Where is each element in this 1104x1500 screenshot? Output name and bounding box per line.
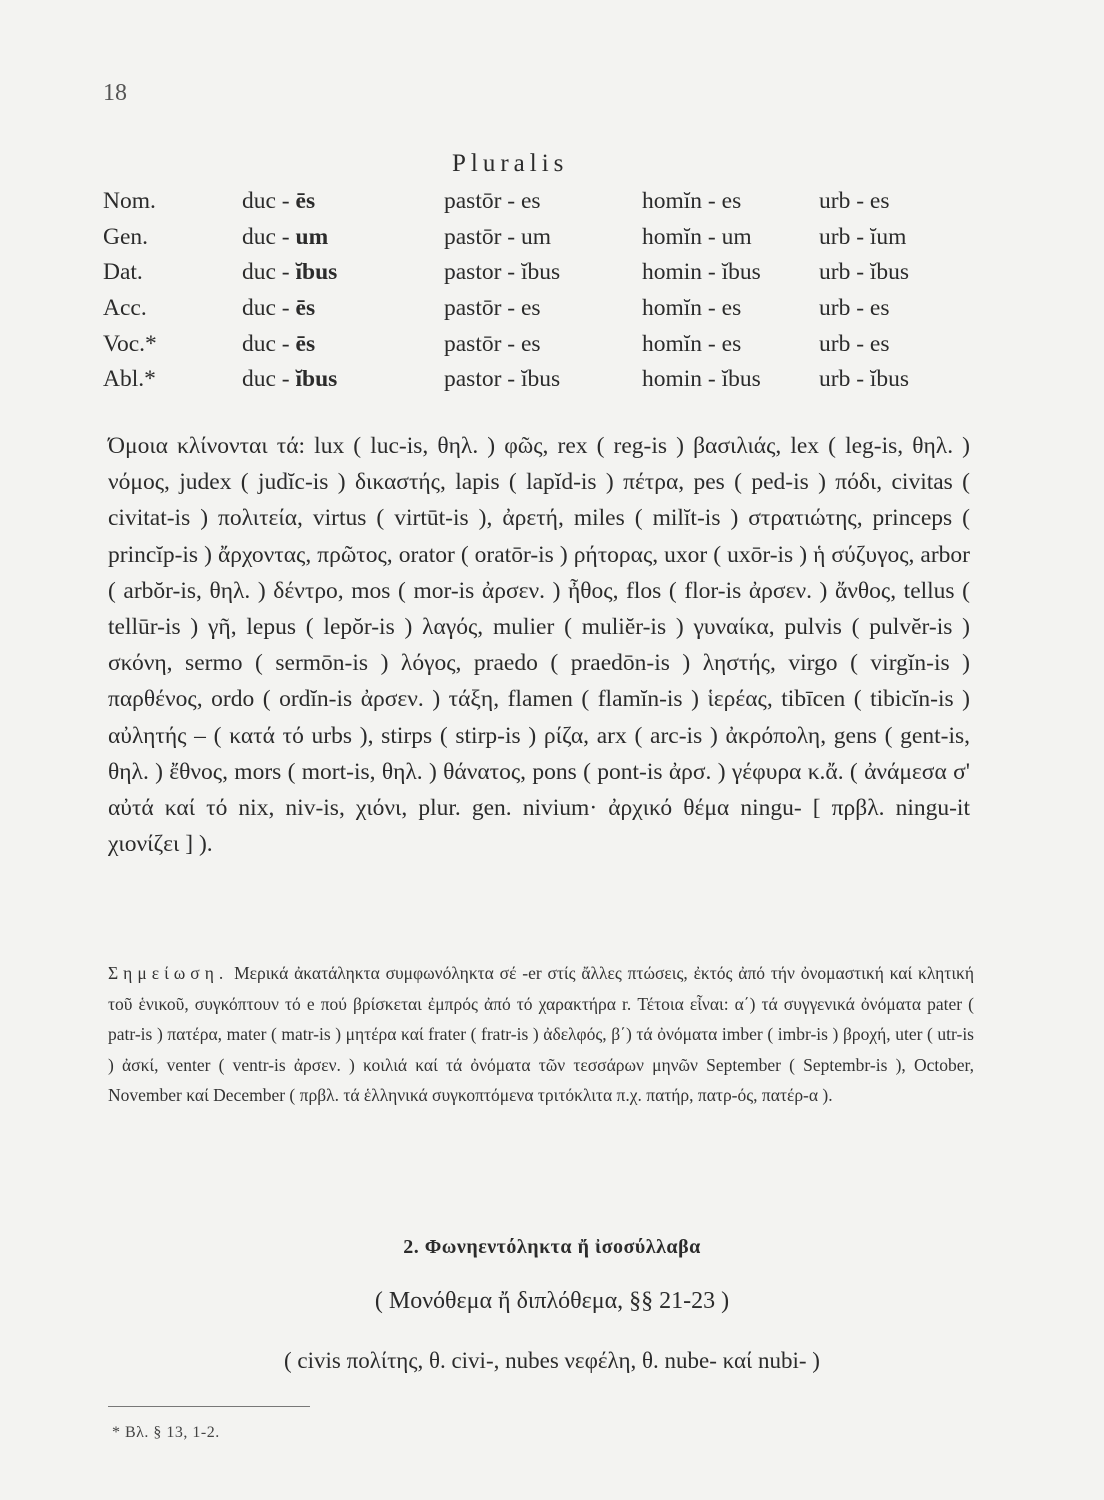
pastor-form: pastōr - es [444, 330, 541, 357]
case-label: Dat. [103, 259, 143, 286]
pastor-form: pastor - ĭbus [444, 366, 561, 393]
declension-row [103, 291, 959, 327]
declension-row [103, 220, 959, 256]
dux-stem: duc - [242, 366, 296, 393]
section-examples: ( civis πολίτης, θ. civi-, nubes νεφέλη, θ. nube- καί nubi- ) [284, 1348, 820, 1373]
dux-ending: ēs [295, 330, 316, 357]
homo-form: homĭn - es [642, 330, 742, 357]
dux-stem: duc - [242, 223, 296, 250]
dux-form [242, 184, 444, 220]
dux-form [242, 326, 444, 362]
dux-form [242, 220, 444, 256]
homo-form: homin - ĭbus [642, 366, 761, 393]
case-label: Acc. [103, 295, 147, 322]
section-title: 2. Φωνηεντόληκτα ἤ ἰσοσύλλαβα [403, 1236, 701, 1258]
plural-title: Pluralis [452, 150, 569, 177]
dux-form [242, 362, 444, 398]
declension-row [103, 255, 959, 291]
dux-ending: ēs [295, 295, 316, 322]
dux-ending: ĭbus [295, 259, 338, 286]
declension-row [103, 362, 959, 398]
dux-stem: duc - [242, 188, 296, 215]
declension-row [103, 326, 959, 362]
body-paragraph: Όμοια κλίνονται τά: lux ( luc-is, θηλ. ) φῶς, rex ( reg-is ) βασιλιάς, lex ( leg-is, θηλ. ) νόμος, judex ( judĭc-is ) δικαστής, lapis ( lapĭd-is ) πέτρα, pes ( ped-is ) πόδι, civitas ( civitat-is ) πολιτεία, virtus ( virtūt-is ), ἀρετή, miles ( milĭt-is ) στρατιώτης, princeps ( princĭp-is ) ἄρχοντας, πρῶτος, orator ( oratōr-is ) ρήτορας, uxor ( uxōr-is ) ἡ σύζυγος, arbor ( arbŏr-is, θηλ. ) δέντρο, mos ( mor-is ἀρσεν. ) ἦθος, flos ( flor-is ἀρσεν. ) ἄνθος, tellus ( tellūr-is ) γῆ, lepus ( lepŏr-is ) λαγός, mulier ( muliĕr-is ) γυναίκα, pulvis ( pulvĕr-is ) σκόνη, sermo ( sermōn-is ) λόγος, praedo ( praedōn-is ) ληστής, virgo ( virgĭn-is ) παρθένος, ordo ( ordĭn-is ἀρσεν. ) τάξη, flamen ( flamĭn-is ) ἱερέας, tibīcen ( tibicĭn-is ) αὐλητής – ( κατά τό urbs ), stirps ( stirp-is ) ρίζα, arx ( arc-is ) ἀκρόπολη, gens ( gent-is, θηλ. ) ἔθνος, mors ( mort-is, θηλ. ) θάνατος, pons ( pont-is ἀρσ. ) γέφυρα κ.ἄ. ( ἀνάμεσα σ' αὐτά καί τό nix, niv-is, χιόνι, plur. gen. nivium· ἀρχικό θέμα ningu- [ πρβλ. ningu-it χιονίζει ] ). [108, 433, 970, 858]
urbs-form: urb - ĭum [819, 223, 907, 250]
dux-form [242, 255, 444, 291]
case-label: Gen. [103, 223, 149, 250]
homo-form: homĭn - es [642, 295, 742, 322]
urbs-form: urb - es [819, 330, 890, 357]
dux-stem: duc - [242, 295, 296, 322]
note-text: Μερικά ἀκατάληκτα συμφωνόληκτα σέ -er στίς ἄλλες πτώσεις, ἐκτός ἀπό τήν ὀνομαστική καί κλητική τοῦ ἑνικοῦ, συγκόπτουν τό e πού βρίσκεται ἐμπρός ἀπό τό χαρακτήρα r. Τέτοια εἶναι: α΄) τά συγγενικά ὀνόματα pater ( patr-is ) πατέρα, mater ( matr-is ) μητέρα καί frater ( fratr-is ) ἀδελφός, β΄) τά ὀνόματα imber ( imbr-is ) βροχή, uter ( utr-is ) ἀσκί, venter ( ventr-is ἀρσεν. ) κοιλιά καί τά ὀνόματα τῶν τεσσάρων μηνῶν September ( Septembr-is ), October, November καί December ( πρβλ. τά ἑλληνικά συγκοπτόμενα τριτόκλιτα π.χ. πατήρ, πατρ-ός, πατέρ-α ). [108, 963, 975, 1106]
footnote: * Βλ. § 13, 1-2. [112, 1424, 220, 1441]
dux-ending: ĭbus [295, 366, 338, 393]
pastor-form: pastōr - um [444, 223, 552, 250]
note-label: Σημείωση. [108, 963, 229, 983]
homo-form: homĭn - um [642, 223, 752, 250]
urbs-form: urb - es [819, 188, 890, 215]
section-subtitle: ( Μονόθεμα ἤ διπλόθεμα, §§ 21-23 ) [374, 1288, 730, 1314]
declension-row [103, 184, 959, 220]
urbs-form: urb - es [819, 295, 890, 322]
case-label: Abl.* [103, 366, 156, 393]
case-label: Voc.* [103, 330, 157, 357]
homo-form: homin - ĭbus [642, 259, 761, 286]
declension-table [103, 184, 959, 398]
homo-form: homĭn - es [642, 188, 742, 215]
pastor-form: pastōr - es [444, 188, 541, 215]
note-paragraph [108, 958, 974, 1111]
page-number: 18 [103, 80, 127, 106]
dux-ending: ēs [295, 188, 316, 215]
case-label: Nom. [103, 188, 156, 215]
dux-stem: duc - [242, 259, 296, 286]
urbs-form: urb - ĭbus [819, 366, 910, 393]
dux-ending: um [295, 223, 329, 250]
footnote-rule [108, 1406, 310, 1407]
dux-form [242, 291, 444, 327]
pastor-form: pastor - ĭbus [444, 259, 561, 286]
dux-stem: duc - [242, 330, 296, 357]
pastor-form: pastōr - es [444, 295, 541, 322]
urbs-form: urb - ĭbus [819, 259, 910, 286]
